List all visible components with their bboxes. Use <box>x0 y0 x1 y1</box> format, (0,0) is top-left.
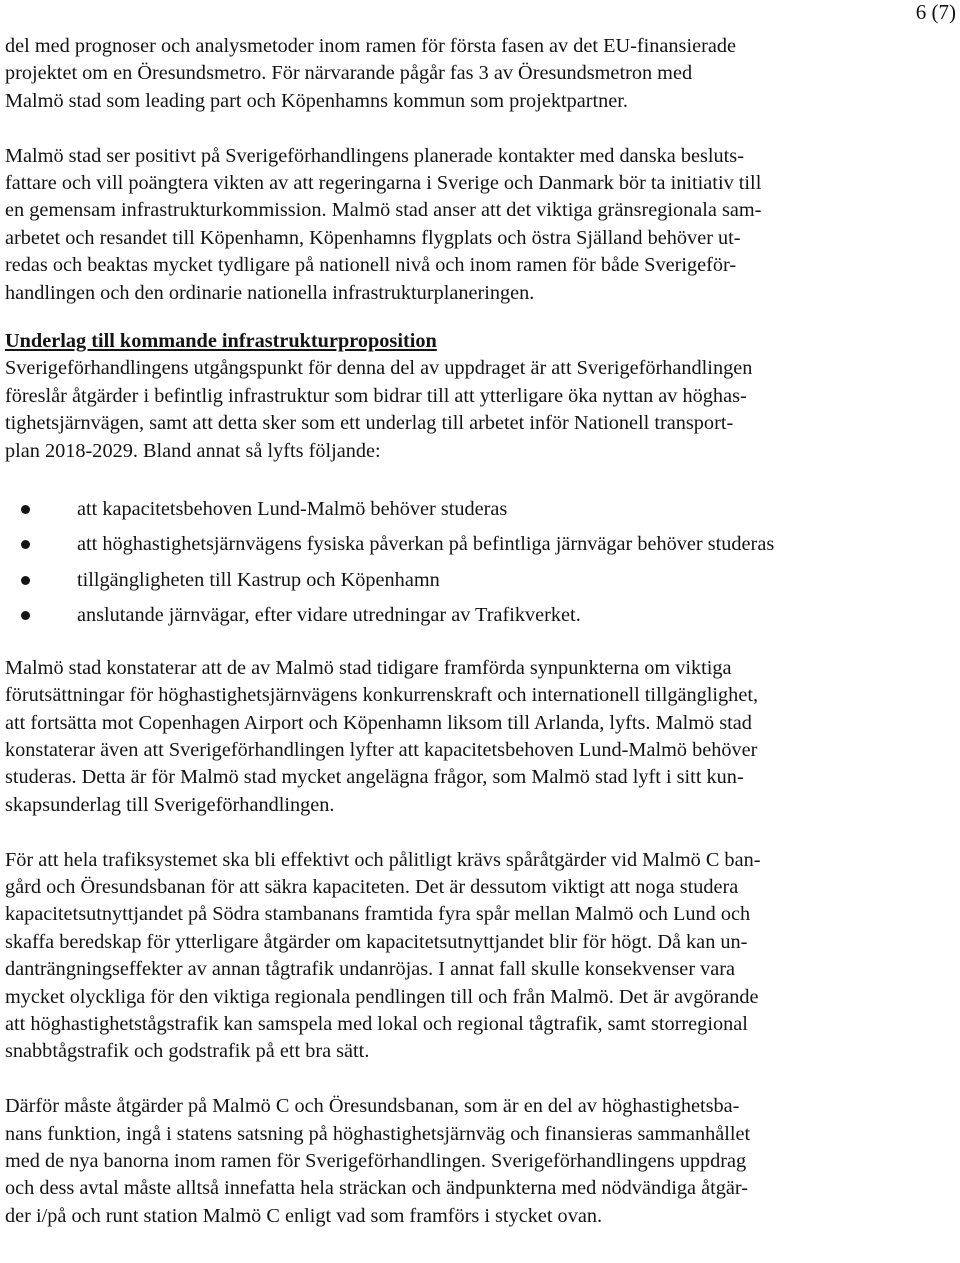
text-line: med de nya banorna inom ramen för Sverigeförhandlingen. Sverigeförhandlingens uppdrag <box>5 1149 747 1172</box>
page-number: 6 (7) <box>915 0 956 24</box>
text-line: och dess avtal måste alltså innefatta hela sträckan och ändpunkterna med nödvändiga åtgär- <box>5 1177 748 1200</box>
text-line: Sverigeförhandlingens utgångspunkt för denna del av uppdraget är att Sverigeförhandlingen <box>5 357 753 380</box>
paragraph-conclusion <box>5 1093 885 1230</box>
list-item-text: anslutande järnvägar, efter vidare utredningar av Trafikverket. <box>77 604 581 627</box>
text-line: Malmö stad konstaterar att de av Malmö stad tidigare framförda synpunkterna om viktiga <box>5 656 732 679</box>
paragraph-previous-views <box>5 655 885 819</box>
list-item-text: tillgängligheten till Kastrup och Köpenhamn <box>77 568 440 591</box>
bullet-icon <box>21 611 30 620</box>
list-item <box>5 563 885 598</box>
document-body <box>5 33 885 1230</box>
text-line: en gemensam infrastrukturkommission. Malmö stad anser att det viktiga gränsregionala sam- <box>5 199 762 222</box>
text-line: Malmö stad som leading part och Köpenhamns kommun som projektpartner. <box>5 89 628 112</box>
text-line: projektet om en Öresundsmetro. För närvarande pågår fas 3 av Öresundsmetron med <box>5 62 693 85</box>
list-item-text: att kapacitetsbehoven Lund-Malmö behöver studeras <box>77 498 508 521</box>
text-line: der i/på och runt station Malmö C enligt vad som framförs i stycket ovan. <box>5 1204 603 1227</box>
text-line: handlingen och den ordinarie nationella infrastrukturplaneringen. <box>5 281 535 304</box>
text-line: danträngningseffekter av annan tågtrafik undanröjas. I annat fall skulle konsekvenser vara <box>5 958 736 981</box>
text-line: nans funktion, ingå i statens satsning på höghastighetsjärnväg och finansieras sammanhållet <box>5 1122 751 1145</box>
text-line: del med prognoser och analysmetoder inom ramen för första fasen av det EU-finansierade <box>5 35 736 57</box>
list-item <box>5 598 885 633</box>
text-line: plan 2018-2029. Bland annat så lyfts följande: <box>5 439 381 462</box>
text-line: gård och Öresundsbanan för att säkra kapaciteten. Det är dessutom viktigt att noga studera <box>5 875 739 898</box>
text-line: Malmö stad ser positivt på Sverigeförhandlingens planerade kontakter med danska besluts- <box>5 144 744 167</box>
list-item <box>5 527 885 562</box>
text-line: För att hela trafiksystemet ska bli effektivt och pålitligt krävs spåråtgärder vid Malmö C ban- <box>5 848 761 871</box>
paragraph-track-measures <box>5 847 885 1066</box>
bullet-list <box>5 492 885 634</box>
text-line: skapsunderlag till Sverigeförhandlingen. <box>5 793 335 816</box>
text-line: redas och beaktas mycket tydligare på nationell nivå och inom ramen för både Sverigeför- <box>5 254 737 277</box>
paragraph-negotiation-basis <box>5 355 885 465</box>
text-line: mycket olyckliga för den viktiga regionala pendlingen till och från Malmö. Det är avgörande <box>5 985 759 1008</box>
list-item-text: att höghastighetsjärnvägens fysiska påverkan på befintliga järnvägar behöver studeras <box>77 533 775 556</box>
text-line: Därför måste åtgärder på Malmö C och Öresundsbanan, som är en del av höghastighetsba- <box>5 1095 740 1118</box>
text-line: skaffa beredskap för ytterligare åtgärder om kapacitetsutnyttjandet blir för högt. Då kan un- <box>5 930 748 953</box>
text-line: föreslår åtgärder i befintlig infrastruktur som bidrar till att ytterligare öka nyttan av höghas- <box>5 384 747 407</box>
text-line: tighetsjärnvägen, samt att detta sker som ett underlag till arbetet inför Nationell transport- <box>5 412 734 435</box>
text-line: förutsättningar för höghastighetsjärnvägens konkurrenskraft och internationell tillgänglighet, <box>5 684 759 707</box>
paragraph-continuation <box>5 33 885 115</box>
section-heading: Underlag till kommande infrastrukturproposition <box>5 330 437 353</box>
text-line: arbetet och resandet till Köpenhamn, Köpenhamns flygplats och östra Själland behöver ut- <box>5 226 741 249</box>
text-line: snabbtågstrafik och godstrafik på ett bra sätt. <box>5 1040 370 1063</box>
text-line: kapacitetsutnyttjandet på Södra stambanans framtida fyra spår mellan Malmö och Lund och <box>5 903 751 926</box>
list-item <box>5 492 885 527</box>
bullet-icon <box>21 505 30 514</box>
paragraph-border-cooperation <box>5 143 885 307</box>
text-line: fattare och vill poängtera vikten av att regeringarna i Sverige och Danmark bör ta initiativ till <box>5 172 762 195</box>
text-line: studeras. Detta är för Malmö stad mycket angelägna frågor, som Malmö stad lyft i sitt kun- <box>5 766 744 789</box>
bullet-icon <box>21 540 30 549</box>
bullet-icon <box>21 576 30 585</box>
text-line: att fortsätta mot Copenhagen Airport och Köpenhamn liksom till Arlanda, lyfts. Malmö stad <box>5 711 752 734</box>
text-line: konstaterar även att Sverigeförhandlingen lyfter att kapacitetsbehoven Lund-Malmö behöver <box>5 738 758 761</box>
text-line: att höghastighetstågstrafik kan samspela med lokal och regional tågtrafik, samt storregional <box>5 1012 748 1035</box>
